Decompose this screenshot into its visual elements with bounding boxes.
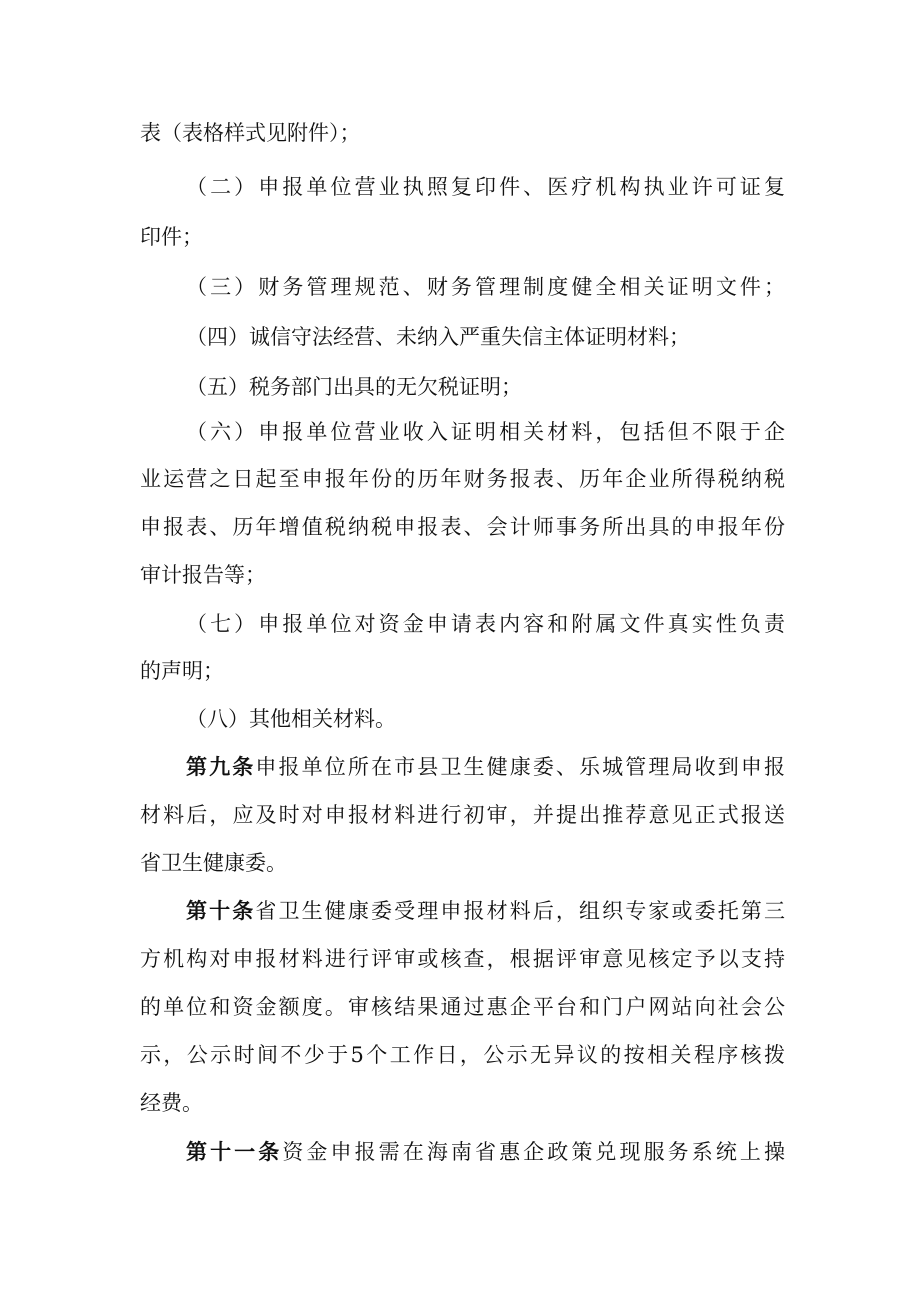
list-item-6-cont: 审计报告等； bbox=[140, 563, 266, 587]
list-item-4: （四）诚信守法经营、未纳入严重失信主体证明材料； bbox=[186, 325, 690, 349]
paragraph-line: 表（表格样式见附件）； bbox=[140, 121, 361, 145]
article-9-cont: 材料后，应及时对申报材料进行初审，并提出推荐意见正式报送 bbox=[140, 803, 785, 827]
article-10-cont: 示，公示时间不少于5个工作日，公示无异议的按相关程序核拨 bbox=[140, 1043, 785, 1067]
article-10-text: 省卫生健康委受理申报材料后，组织专家或委托第三 bbox=[255, 899, 786, 923]
article-10-cont: 方机构对申报材料进行评审或核查，根据评审意见核定予以支持 bbox=[140, 947, 785, 971]
article-11-title: 第十一条 bbox=[186, 1140, 283, 1164]
list-item-2-cont: 印件； bbox=[140, 225, 203, 249]
article-10-cont: 经费。 bbox=[140, 1091, 203, 1115]
article-9-title: 第九条 bbox=[186, 755, 256, 779]
list-item-6-cont: 业运营之日起至申报年份的历年财务报表、历年企业所得税纳税 bbox=[140, 467, 785, 491]
article-9-line bbox=[186, 752, 785, 782]
article-10-cont: 的单位和资金额度。审核结果通过惠企平台和门户网站向社会公 bbox=[140, 995, 785, 1019]
list-item-6-cont: 申报表、历年增值税纳税申报表、会计师事务所出具的申报年份 bbox=[140, 515, 785, 539]
list-item-6: （六）申报单位营业收入证明相关材料，包括但不限于企 bbox=[186, 420, 785, 444]
article-11-line bbox=[186, 1137, 785, 1167]
list-item-8: （八）其他相关材料。 bbox=[186, 707, 396, 731]
list-item-2: （二）申报单位营业执照复印件、医疗机构执业许可证复 bbox=[186, 175, 785, 199]
article-9-cont: 省卫生健康委。 bbox=[140, 851, 287, 875]
article-10-line bbox=[186, 896, 785, 926]
list-item-7: （七）申报单位对资金申请表内容和附属文件真实性负责 bbox=[186, 612, 785, 636]
list-item-3: （三）财务管理规范、财务管理制度健全相关证明文件； bbox=[186, 275, 785, 299]
article-9-text: 申报单位所在市县卫生健康委、乐城管理局收到申报 bbox=[255, 755, 786, 779]
article-11-text: 资金申报需在海南省惠企政策兑现服务系统上操 bbox=[282, 1140, 786, 1164]
list-item-7-cont: 的声明； bbox=[140, 659, 224, 683]
list-item-5: （五）税务部门出具的无欠税证明； bbox=[186, 375, 522, 399]
article-10-title: 第十条 bbox=[186, 899, 256, 923]
